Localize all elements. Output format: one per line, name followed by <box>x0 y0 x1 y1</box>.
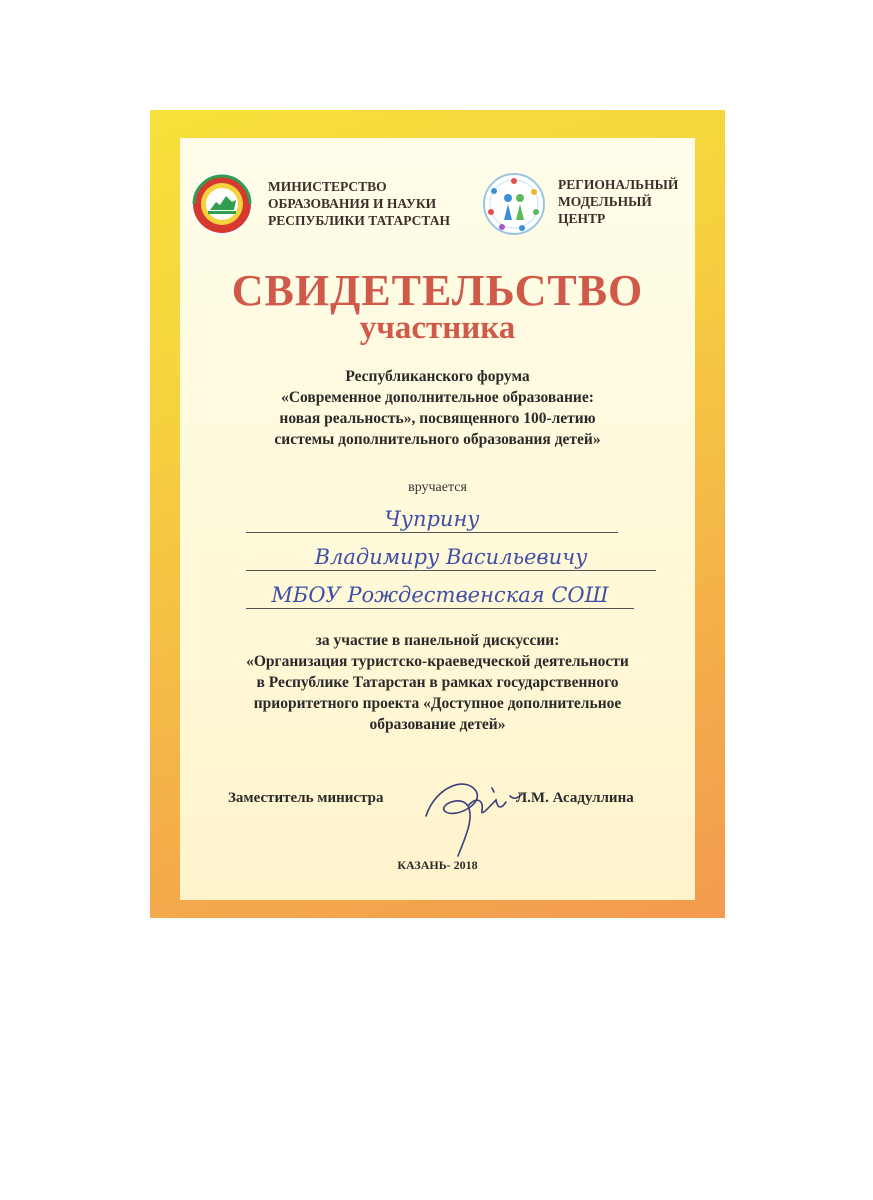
signatory-name: Л.М. Асадуллина <box>516 790 634 806</box>
forum-line: Республиканского форума <box>345 368 530 385</box>
center-line: ЦЕНТР <box>558 211 606 226</box>
participation-reason <box>180 630 695 735</box>
recipient-name: Владимиру Васильевичу <box>246 544 656 571</box>
reason-line: в Республике Татарстан в рамках государственного <box>256 674 619 691</box>
handed-label: вручается <box>408 480 467 495</box>
ministry-line: ОБРАЗОВАНИЯ И НАУКИ <box>268 196 437 211</box>
ministry-line: МИНИСТЕРСТВО <box>268 179 387 194</box>
forum-description <box>180 366 695 450</box>
recipient-school: МБОУ Рождественская СОШ <box>246 582 634 609</box>
recipient-surname: Чуприну <box>246 506 618 533</box>
forum-line: «Современное дополнительное образование: <box>281 389 594 406</box>
center-line: МОДЕЛЬНЫЙ <box>558 194 652 209</box>
reason-line: образование детей» <box>369 716 506 733</box>
regional-center-logo-icon <box>482 172 546 236</box>
city-year: КАЗАНЬ- 2018 <box>397 858 478 872</box>
regional-center-name <box>558 176 678 227</box>
signature-row <box>228 784 668 814</box>
signatory-position: Заместитель министра <box>228 790 384 806</box>
tatarstan-emblem-icon <box>190 172 254 236</box>
center-line: РЕГИОНАЛЬНЫЙ <box>558 177 679 192</box>
reason-line: приоритетного проекта «Доступное дополнительное <box>253 695 622 712</box>
reason-line: за участие в панельной дискуссии: <box>315 632 560 649</box>
forum-line: новая реальность», посвященного 100-летию <box>279 410 596 427</box>
ministry-name <box>268 178 450 229</box>
certificate-body <box>180 138 695 900</box>
certificate-frame <box>150 110 725 918</box>
reason-line: «Организация туристско-краеведческой деятельности <box>246 653 629 670</box>
forum-line: системы дополнительного образования детей» <box>274 431 601 448</box>
ministry-line: РЕСПУБЛИКИ ТАТАРСТАН <box>268 213 450 228</box>
certificate-title: СВИДЕТЕЛЬСТВО <box>231 266 644 315</box>
handwritten-signature <box>406 766 526 862</box>
certificate-subtitle: участника <box>359 310 516 346</box>
